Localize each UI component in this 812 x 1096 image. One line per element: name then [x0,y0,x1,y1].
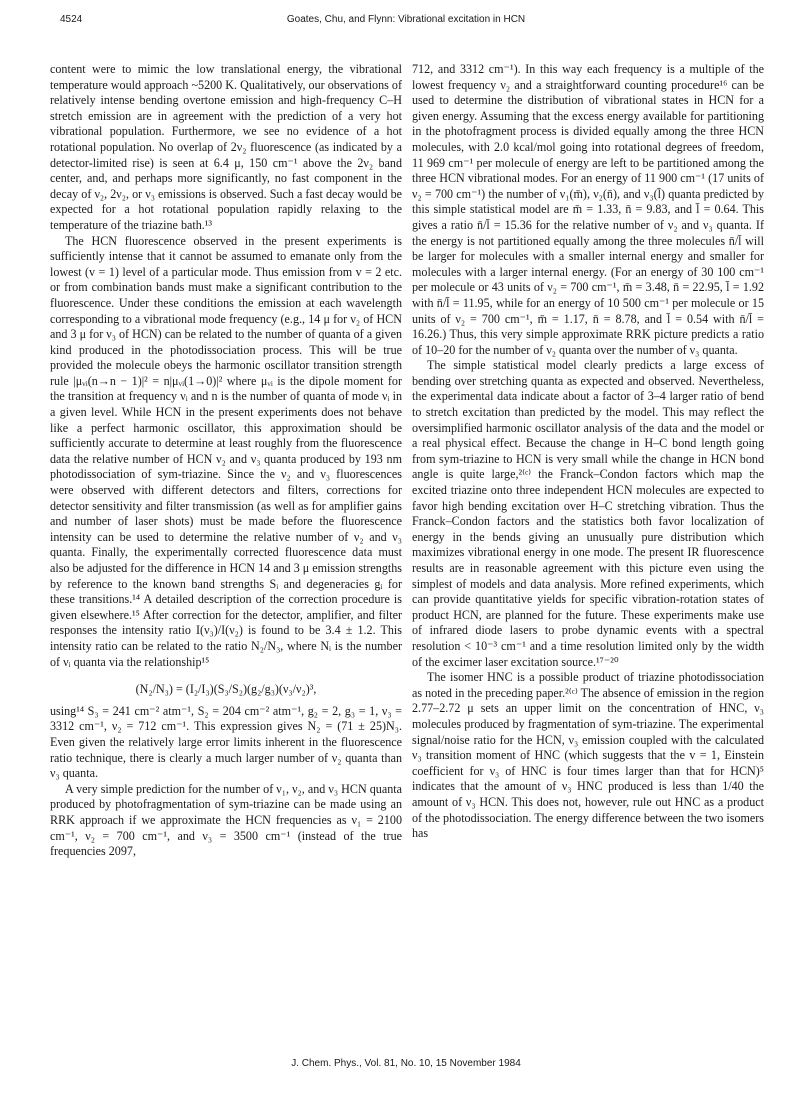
paragraph: The isomer HNC is a possible product of triazine photodissociation as noted in the preceding paper.²⁽ᶜ⁾ The absence of emission in the region 2.77–2.72 μ sets an upper limit on the concentration of HNC, ν₃ molecules produced by fragmentation of sym-triazine. The experimental signal/noise ratio for the HCN, ν₃ emission coupled with the calculated ν₃ transition moment of HNC (which suggests that the v = 1, Einstein coefficient for ν₃ of HNC is four times larger than that for HCN)⁵ indicates that the amount of ν₃ HNC produced is less than 1/40 the amount of ν₃ HCN. This does not, however, rule out HNC as a product of the photodissociation. The energy difference between the two isomers has [412,670,764,841]
page-number: 4524 [60,14,83,25]
paragraph: The simple statistical model clearly predicts a large excess of bending over stretching quanta as expected and observed. Nevertheless, the experimental data indicate about a factor of 3–4 larger ratio of bend to stretch excitation than predicted by the model. This may reflect the oversimplified harmonic oscillator analysis of the data and the model or a real physical effect. Because the change in H–C bond length going from sym-triazine to HCN is very small while the change in HCN bond angle is quite large,²⁽ᶜ⁾ the Franck–Condon factors which map the excited triazine onto three independent HCN molecules are expected to favor high bending excitation over H–C stretching vibration. Thus the Franck–Condon factors and the statistics both favor localization of energy in the bends giving an unusually pure distribution which maximizes vibrational energy in one mode. The present IR fluorescence results are in reasonable agreement with this picture even using the simplest of models and data analysis. More refined experiments, which can provide quantitative yields for specific vibration-rotation states of product HCN, are planned for the future. These experiments make use of infrared diode lasers to probe dynamic events with a spectral resolution < 10⁻³ cm⁻¹ and a time resolution limited only by the width of the excimer laser excitation source.¹⁷⁻²⁰ [412,358,764,669]
right-column [412,62,764,842]
paragraph: content were to mimic the low translational energy, the vibrational temperature would approach ~5200 K. Qualitatively, our observations of relatively intense bending overtone emission and high-frequency C–H stretch emission are in agreement with the prediction of a very hot vibrational population. Furthermore, we see no evidence of a hot rotational population. No overlap of 2ν₂ fluorescence (as indicated by a detector-limited rise) is seen at 6.4 μ, 150 cm⁻¹ above the 2ν₂ band center, and, and perhaps more significantly, no fast component in the decay of ν₂, 2ν₂, or ν₃ emissions is observed. Such a fast decay would be expected for a hot rotational population rapidly relaxing to the temperature of the triazine bath.¹³ [50,62,402,232]
paragraph: The HCN fluorescence observed in the present experiments is sufficiently intense that it cannot be assumed to emanate only from the lowest (v = 1) level of a particular mode. Thus emission from v = 2 etc. or from combination bands must make a significant contribution to the fluorescence. Under these conditions the emission at each wavelength corresponding to a vibrational mode frequency (e.g., 14 μ for ν₂ of HCN and 3 μ for ν₃ of HCN) can be related to the number of quanta of a given kind produced in the photodissociation process. This will be true provided the molecule obeys the harmonic oscillator transition strength rule |μᵥᵢ(n→n − 1)|² = n|μᵥᵢ(1→0)|² where μᵥᵢ is the dipole moment for the transition at frequency νᵢ and n is the number of quanta of mode νᵢ in a given level. While HCN in the present experiments does not behave like a perfect harmonic oscillator, this approximation should be sufficiently accurate to determine at least roughly from the fluorescence data the relative number of HCN ν₂ and ν₃ quanta produced by 193 nm photodissociation of sym-triazine. Since the ν₂ and ν₃ fluorescences were observed with different detectors and filters, corrections for detector sensitivity and filter transmission (as well as for amplifier gains and number of laser shots) must be made before the fluorescence intensity can be used to determine the relative number of ν₂ and ν₃ quanta. Finally, the experimentally corrected fluorescence data must also be adjusted for the difference in HCN 14 and 3 μ emission strengths by reference to the known band strengths Sᵢ and degeneracies gᵢ for these transitions.¹⁴ A detailed description of the correction procedure is given elsewhere.¹⁵ After correction for the detector, amplifier, and filter responses the intensity ratio I(ν₃)/I(ν₂) is found to be 3.4 ± 1.2. This intensity ratio can be related to the ratio N₂/N₃, where Nᵢ is the number of νᵢ quanta via the relationship¹⁵ [50,233,402,669]
paragraph: 712, and 3312 cm⁻¹). In this way each frequency is a multiple of the lowest frequency ν₂ and a straightforward counting procedure¹⁶ can be used to determine the distribution of vibrational states in HCN for a given energy. Assuming that the excess energy available for partitioning in the photofragment process is divided equally among the three HCN molecules, with 2.0 kcal/mol going into rotational degrees of freedom, 11 969 cm⁻¹ per molecule of energy are left to be partitioned among the three HCN vibrational modes. For an energy of 11 900 cm⁻¹ (17 units of ν₂ = 700 cm⁻¹) the number of ν₁(m̄), ν₂(n̄), and ν₃(l̄) quanta predicted by this simple statistical model are m̄ = 1.33, n̄ = 9.83, and l̄ = 0.64. This gives a ratio n̄/l̄ = 15.36 for the relative number of ν₂ and ν₃ quanta. If the energy is not partitioned equally among the three molecules n̄/l̄ will be larger for molecules with a smaller internal energy and smaller for molecules with a larger internal energy. (For an energy of 30 100 cm⁻¹ per molecule or 43 units of ν₂ = 700 cm⁻¹, m̄ = 3.48, n̄ = 22.95, l̄ = 1.92 with n̄/l̄ = 11.95, while for an energy of 10 500 cm⁻¹ per molecule or 15 units of ν₂ = 700 cm⁻¹, m̄ = 1.17, n̄ = 8.78, and l̄ = 0.54 with n̄/l̄ = 16.26.) Thus, this very simple approximate RRK picture predicts a ratio of 10–20 for the number of ν₂ quanta over the number of ν₃ quanta. [412,62,764,357]
running-head: Goates, Chu, and Flynn: Vibrational excitation in HCN [286,14,526,25]
paragraph: A very simple prediction for the number of ν₁, ν₂, and ν₃ HCN quanta produced by photofragmentation of sym-triazine can be made using an RRK approach if we approximate the HCN frequencies as ν₁ = 2100 cm⁻¹, ν₂ = 700 cm⁻¹, and ν₃ = 3500 cm⁻¹ (instead of the true frequencies 2097, [50,781,402,859]
journal-footer: J. Chem. Phys., Vol. 81, No. 10, 15 November 1984 [291,1058,521,1069]
paragraph: using¹⁴ S₃ = 241 cm⁻² atm⁻¹, S₂ = 204 cm⁻² atm⁻¹, g₂ = 2, g₃ = 1, ν₃ = 3312 cm⁻¹, ν₂ = 712 cm⁻¹. This expression gives N₂ = (71 ± 25)N₃. Even given the relatively large error limits inherent in the fluorescence ratio technique, there is clearly a much larger number of ν₂ quanta than ν₃ quanta. [50,703,402,781]
equation: (N₂/N₃) = (I₂/I₃)(S₃/S₂)(g₂/g₃)(ν₃/ν₂)³, [135,682,317,697]
left-column [50,62,402,860]
